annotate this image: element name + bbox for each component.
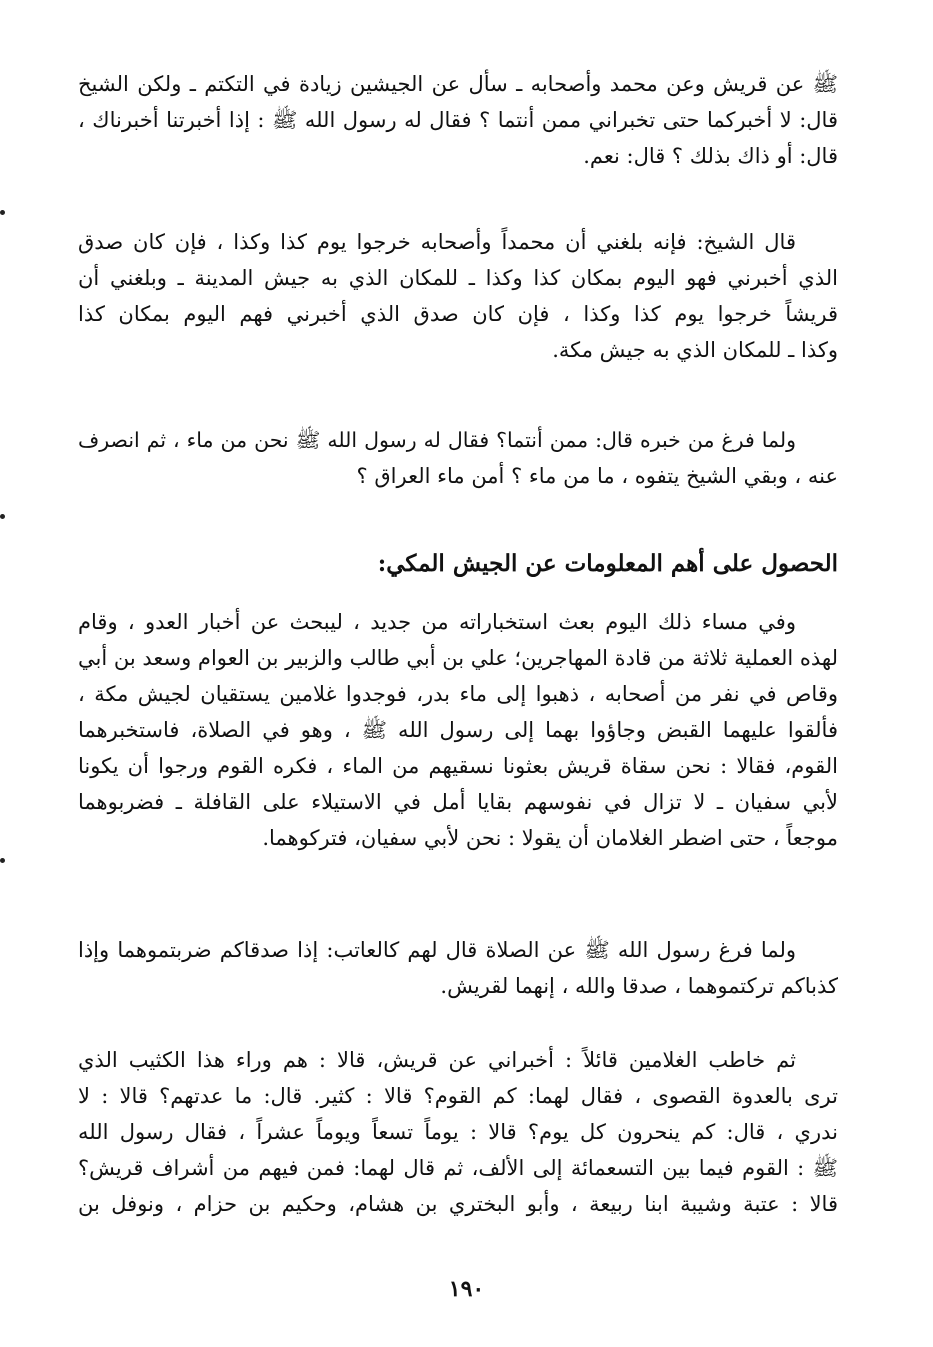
text-line: ولما فرغ من خبره قال: ممن أنتما؟ فقال له رسول الله ﷺ نحن من ماء ، ثم انصرف xyxy=(78,428,796,452)
text-line: ﷺ عن قريش وعن محمد وأصحابه ـ سأل عن الجيشين زيادة في التكتم ـ ولكن الشيخ xyxy=(78,72,838,96)
scan-edge-mark xyxy=(0,210,5,215)
text-line: قريشاً خرجوا يوم كذا وكذا ، فإن كان صدق الذي أخبرني فهم اليوم بمكان كذا xyxy=(78,302,838,326)
text-line: وكذا ـ للمكان الذي به جيش مكة. xyxy=(552,338,838,362)
section-heading: الحصول على أهم المعلومات عن الجيش المكي: xyxy=(377,550,838,577)
text-line: كذباكم تركتموهما ، صدقا والله ، إنهما لقريش. xyxy=(440,974,838,998)
scan-edge-mark xyxy=(0,858,5,863)
text-line: ﷺ : القوم فيما بين التسعمائة إلى الألف، ثم قال لهما: فمن فيهم من أشراف قريش؟ xyxy=(78,1156,838,1180)
text-line: وقاص في نفر من أصحابه ، ذهبوا إلى ماء بدر، فوجدوا غلامين يستقيان لجيش مكة ، xyxy=(78,682,838,706)
text-line: قال: لا أخبركما حتى تخبراني ممن أنتما ؟ فقال له رسول الله ﷺ : إذا أخبرتنا أخبرناك ، xyxy=(78,108,838,132)
text-line: موجعاً ، حتى اضطر الغلامان أن يقولا : نحن لأبي سفيان، فتركوهما. xyxy=(262,826,838,850)
text-line: قالا : عتبة وشيبة ابنا ربيعة ، وأبو البختري بن هشام، وحكيم بن حزام ، ونوفل بن xyxy=(78,1192,838,1216)
paragraph-after-prayer xyxy=(78,932,838,1004)
text-line: القوم، فقالا : نحن سقاة قريش بعثونا نسقيهم من الماء ، فكره القوم ورجوا أن يكونا xyxy=(78,754,838,778)
text-line: ترى بالعدوة القصوى ، فقال لهما: كم القوم؟ قالا : كثير. قال: ما عدتهم؟ قالا : لا xyxy=(78,1084,838,1108)
text-line: عنه ، وبقي الشيخ يتفوه ، ما من ماء ؟ أمن ماء العراق ؟ xyxy=(356,464,838,488)
text-line: لهذه العملية ثلاثة من قادة المهاجرين؛ علي بن أبي طالب والزبير بن العوام وسعد بن أبي xyxy=(78,646,838,670)
paragraph-sheikh-report xyxy=(78,224,838,368)
text-line: لأبي سفيان ـ لا تزال في نفوسهم بقايا أمل في الاستيلاء على القافلة ـ فضربوهما xyxy=(78,790,838,814)
text-line: قال الشيخ: فإنه بلغني أن محمداً وأصحابه خرجوا يوم كذا وكذا ، فإن كان صدق xyxy=(78,230,796,254)
text-line: ندري ، قال: كم ينحرون كل يوم؟ قالا : يوماً تسعاً ويوماً عشراً ، فقال رسول الله xyxy=(78,1120,838,1144)
paragraph-intelligence-mission xyxy=(78,604,838,856)
text-line: وفي مساء ذلك اليوم بعث استخباراته من جديد ، ليبحث عن أخبار العدو ، وقام xyxy=(78,610,796,634)
paragraph-questioning-boys xyxy=(78,1042,838,1222)
text-line: ثم خاطب الغلامين قائلاً : أخبراني عن قريش، قالا : هم وراء هذا الكثيب الذي xyxy=(78,1048,796,1072)
text-line: ولما فرغ رسول الله ﷺ عن الصلاة قال لهم كالعاتب: إذا صدقاكم ضربتموهما وإذا xyxy=(78,938,796,962)
scan-edge-mark xyxy=(0,514,5,519)
text-line: قال: أو ذاك بذلك ؟ قال: نعم. xyxy=(583,144,838,168)
text-line: فألقوا عليهما القبض وجاؤوا بهما إلى رسول الله ﷺ ، وهو في الصلاة، فاستخبرهما xyxy=(78,718,838,742)
paragraph-from-water xyxy=(78,422,838,494)
text-line: الذي أخبرني فهو اليوم بمكان كذا وكذا ـ للمكان الذي به جيش المدينة ـ وبلغني أن xyxy=(78,266,838,290)
paragraph-continuation xyxy=(78,66,838,174)
page-number: ١٩٠ xyxy=(448,1276,485,1302)
